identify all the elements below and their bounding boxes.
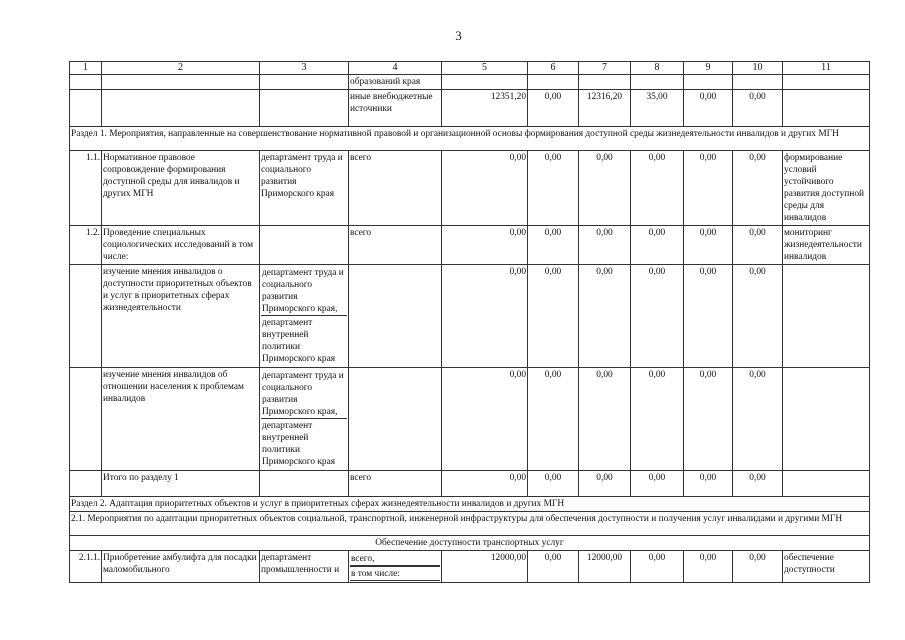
value-cell: 0,00 [684, 551, 733, 583]
value-cell: 0,00 [684, 368, 733, 471]
row-number: 2.1.1. [70, 551, 102, 583]
value-cell: 0,00 [528, 471, 579, 497]
header-cell: 11 [783, 62, 870, 75]
total-row [70, 471, 870, 497]
value-cell: 0,00 [579, 471, 631, 497]
executor-policy-dept: департамент внутренней политики Приморского края [261, 315, 347, 366]
section-1-title: Раздел 1. Мероприятия, направленные на совершенствование нормативной правовой и организационной основы формирования доступной среды жизнедеятельности инвалидов и других МГН [70, 127, 870, 151]
value-cell: 0,00 [528, 90, 579, 127]
value-cell: 0,00 [684, 471, 733, 497]
value-cell: 0,00 [442, 368, 528, 471]
value-cell: 35,00 [631, 90, 684, 127]
value-cell: 0,00 [631, 471, 684, 497]
expected-result: мониторинг жизнедеятельности инвалидов [783, 226, 870, 265]
activity-name: изучение мнения инвалидов об отношении населения к проблемам инвалидов [102, 368, 260, 471]
header-cell: 10 [733, 62, 783, 75]
value-cell: 0,00 [442, 151, 528, 226]
header-cell: 4 [349, 62, 442, 75]
header-cell: 9 [684, 62, 733, 75]
executor-cell [260, 368, 349, 471]
value-cell: 0,00 [528, 226, 579, 265]
value-cell: 0,00 [684, 151, 733, 226]
funding-source-cell: всего [349, 226, 442, 265]
table-row [70, 90, 870, 127]
column-number-header [70, 62, 870, 75]
value-cell: 0,00 [528, 265, 579, 368]
funding-total-label: всего, [350, 552, 440, 566]
value-cell: 0,00 [528, 551, 579, 583]
activity-name: Проведение специальных социологических исследований в том числе: [102, 226, 260, 265]
expected-result: формирование условий устойчивого развития доступной среды для инвалидов [783, 151, 870, 226]
table-row [70, 151, 870, 226]
value-cell: 12000,00 [579, 551, 631, 583]
header-cell: 1 [70, 62, 102, 75]
executor-policy-dept: департамент внутренней политики Приморского края [261, 418, 347, 469]
value-cell: 0,00 [631, 226, 684, 265]
expected-result: обеспечение доступности [783, 551, 870, 583]
value-cell: 12351,20 [442, 90, 528, 127]
row-number: 1.1. [70, 151, 102, 226]
total-label: Итого по разделу 1 [102, 471, 260, 497]
value-cell: 12316,20 [579, 90, 631, 127]
program-table [69, 61, 870, 583]
value-cell: 0,00 [631, 551, 684, 583]
header-cell: 7 [579, 62, 631, 75]
value-cell: 0,00 [684, 90, 733, 127]
section-row [70, 512, 870, 536]
executor-cell: департамент промышленности и [260, 551, 349, 583]
value-cell: 0,00 [579, 368, 631, 471]
value-cell: 0,00 [528, 368, 579, 471]
subsection-2-1-title: 2.1. Мероприятия по адаптации приоритетных объектов социальной, транспортной, инженерной инфраструктуры для обеспечения доступности и получения услуг инвалидами и другими МГН [70, 512, 870, 536]
value-cell: 0,00 [733, 265, 783, 368]
page-number: 3 [455, 28, 462, 43]
value-cell: 0,00 [442, 265, 528, 368]
value-cell: 0,00 [631, 265, 684, 368]
table-row [70, 368, 870, 471]
value-cell: 0,00 [442, 226, 528, 265]
value-cell: 0,00 [733, 551, 783, 583]
activity-name: изучение мнения инвалидов о доступности приоритетных объектов и услуг в приоритетных сферах жизнедеятельности [102, 265, 260, 368]
funding-source-cell: иные внебюджетные источники [349, 90, 442, 127]
table-row [70, 265, 870, 368]
activity-name: Приобретение амбулифта для посадки маломобильного [102, 551, 260, 583]
funding-source-cell: всего [349, 471, 442, 497]
table-row [70, 551, 870, 583]
executor-labor-dept: департамент труда и социального развития Приморского края, [262, 371, 344, 417]
value-cell: 0,00 [684, 226, 733, 265]
value-cell: 0,00 [528, 151, 579, 226]
header-cell: 3 [260, 62, 349, 75]
header-cell: 6 [528, 62, 579, 75]
table-row [70, 75, 870, 90]
executor-labor-dept: департамент труда и социального развития Приморского края, [262, 268, 344, 314]
section-2-title: Раздел 2. Адаптация приоритетных объектов и услуг в приоритетных сферах жизнедеятельности инвалидов и других МГН [70, 497, 870, 512]
transport-subheading: Обеспечение доступности транспортных услуг [70, 536, 870, 551]
value-cell: 0,00 [684, 265, 733, 368]
value-cell: 0,00 [442, 471, 528, 497]
value-cell: 12000,00 [442, 551, 528, 583]
value-cell: 0,00 [733, 90, 783, 127]
funding-source-cell [349, 551, 442, 583]
value-cell: 0,00 [733, 471, 783, 497]
header-cell: 8 [631, 62, 684, 75]
value-cell: 0,00 [733, 226, 783, 265]
table-row [70, 226, 870, 265]
executor-cell [260, 265, 349, 368]
value-cell: 0,00 [733, 151, 783, 226]
row-number: 1.2. [70, 226, 102, 265]
funding-source-cell: образований края [349, 75, 442, 90]
section-row [70, 536, 870, 551]
value-cell: 0,00 [733, 368, 783, 471]
value-cell: 0,00 [579, 265, 631, 368]
header-cell: 2 [102, 62, 260, 75]
value-cell: 0,00 [579, 226, 631, 265]
activity-name: Нормативное правовое сопровождение формирования доступной среды для инвалидов и других МГН [102, 151, 260, 226]
funding-including-label: в том числе: [350, 566, 440, 581]
section-row [70, 127, 870, 151]
executor-cell: департамент труда и социального развития Приморского края [260, 151, 349, 226]
value-cell: 0,00 [631, 368, 684, 471]
funding-source-cell: всего [349, 151, 442, 226]
value-cell: 0,00 [631, 151, 684, 226]
section-row [70, 497, 870, 512]
value-cell: 0,00 [579, 151, 631, 226]
header-cell: 5 [442, 62, 528, 75]
